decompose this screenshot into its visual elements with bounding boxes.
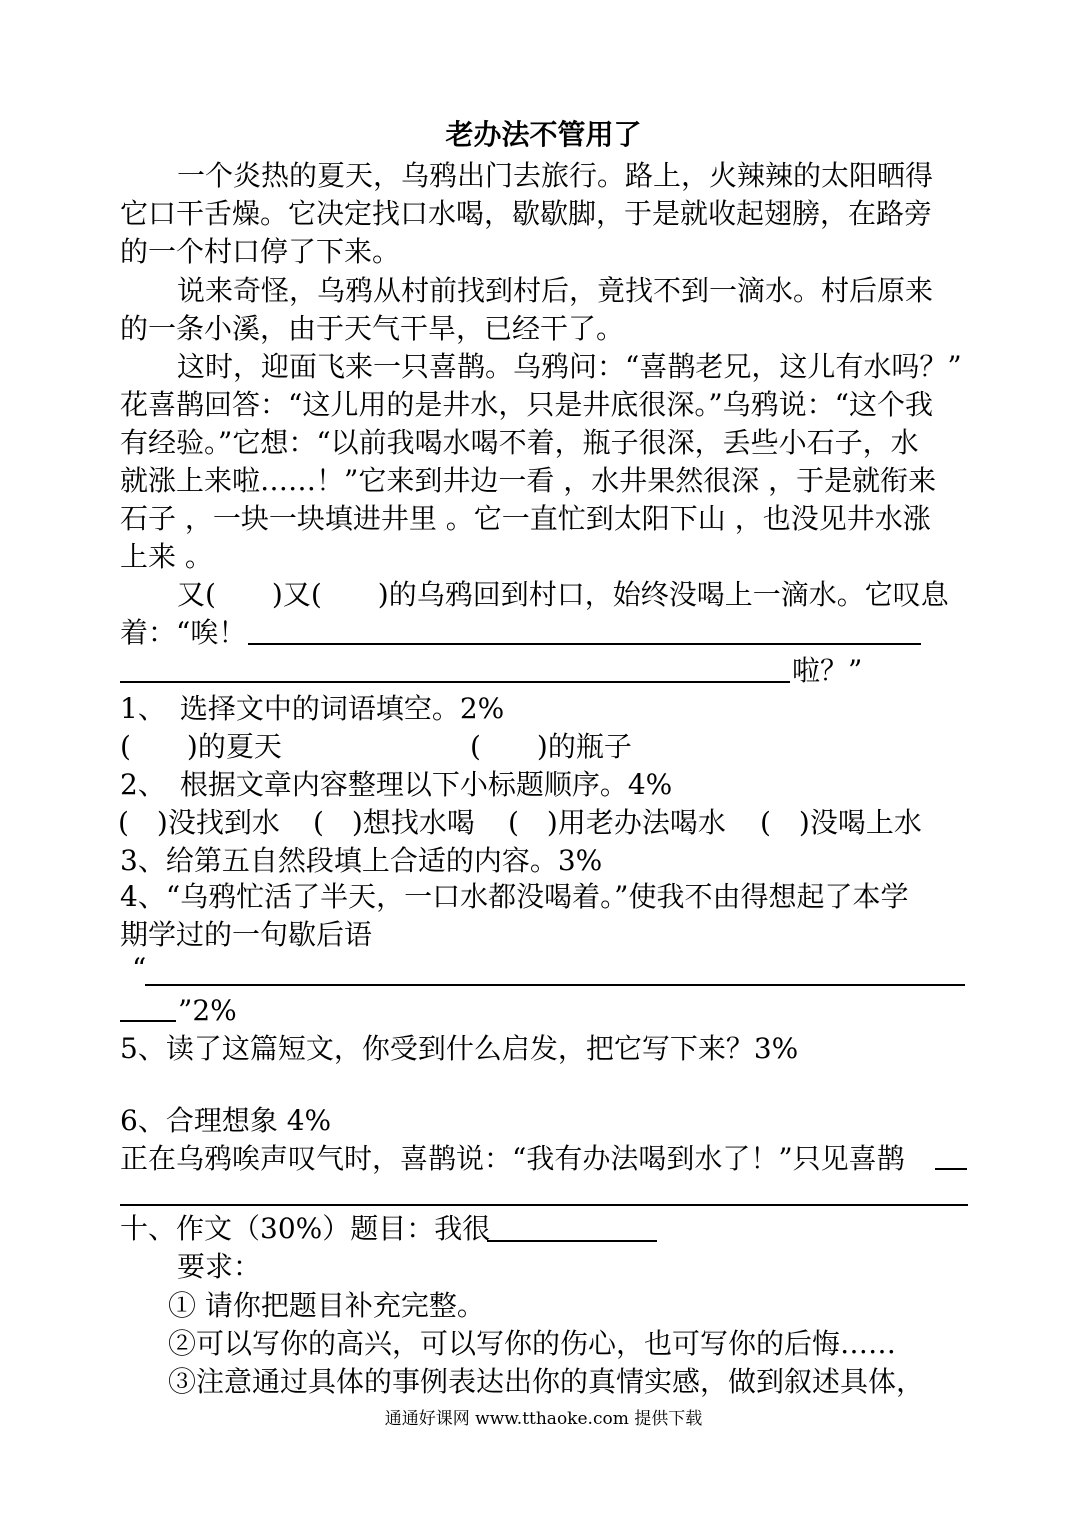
question-5-text: 5、读了这篇短文，你受到什么启发，把它写下来？3% (120, 1032, 799, 1065)
passage-line: 的一个村口停了下来。 (120, 235, 401, 268)
question-4-text: 期学过的一句歇后语 (120, 918, 373, 951)
passage-line: 啦？” (792, 654, 863, 687)
passage-line: 着：“唉！ (120, 616, 247, 649)
question-2-item[interactable]: ( )用老办法喝水 (508, 806, 726, 839)
question-6-text: 6、合理想象 4% (120, 1104, 332, 1137)
passage-line: 说来奇怪，乌鸦从村前找到村后，竟找不到一滴水。村后原来 (177, 274, 934, 307)
footer-credit: 通通好课网 www.tthaoke.com 提供下载 (384, 1409, 703, 1429)
open-quote: “ (132, 952, 147, 985)
composition-heading: 十、作文（30%）题目：我很 (120, 1212, 491, 1245)
requirements-label: 要求： (177, 1250, 262, 1283)
passage-line: 这时，迎面飞来一只喜鹊。乌鸦问：“喜鹊老兄，这儿有水吗？” (177, 350, 962, 383)
passage-line: 石子 ，一块一块填进井里 。它一直忙到太阳下山 ，也没见井水涨 (120, 502, 931, 535)
question-2-text: 2、 根据文章内容整理以下小标题顺序。4% (120, 768, 673, 801)
answer-blank-idiom-1[interactable] (145, 984, 965, 986)
passage-line: 花喜鹊回答：“这儿用的是井水，只是井底很深。”乌鸦说：“这个我 (120, 388, 933, 421)
answer-blank-idiom-2[interactable] (120, 1020, 176, 1022)
answer-blank-sigh-1[interactable] (248, 643, 921, 645)
passage-line: 就涨上来啦……！”它来到井边一看 ，水井果然很深 ，于是就衔来 (120, 464, 937, 497)
requirement-item: ③注意通过具体的事例表达出你的真情实感，做到叙述具体， (168, 1365, 925, 1398)
answer-blank-imagine-2[interactable] (120, 1204, 968, 1206)
question-2-item[interactable]: ( )没找到水 (118, 806, 280, 839)
passage-title: 老办法不管用了 (445, 118, 642, 151)
passage-line: 上来 。 (120, 540, 213, 573)
question-2-item[interactable]: ( )没喝上水 (760, 806, 922, 839)
question-1-option-b[interactable]: ( )的瓶子 (470, 730, 632, 763)
passage-line: 的一条小溪，由于天气干旱，已经干了。 (120, 312, 625, 345)
passage-line: 一个炎热的夏天，乌鸦出门去旅行。路上，火辣辣的太阳晒得 (177, 159, 934, 192)
passage-line: 又( )又( )的乌鸦回到村口，始终没喝上一滴水。它叹息 (177, 578, 949, 611)
question-6-prompt: 正在乌鸦唉声叹气时，喜鹊说：“我有办法喝到水了！”只见喜鹊 (120, 1142, 905, 1175)
requirement-item: ① 请你把题目补充完整。 (168, 1289, 485, 1322)
question-3-text: 3、给第五自然段填上合适的内容。3% (120, 844, 603, 877)
question-4-text: 4、“乌鸦忙活了半天，一口水都没喝着。”使我不由得想起了本学 (120, 880, 909, 913)
answer-blank-imagine-1[interactable] (935, 1168, 967, 1170)
answer-blank-sigh-2[interactable] (120, 681, 790, 683)
question-4-score: ”2% (178, 994, 237, 1027)
passage-line: 有经验。”它想：“以前我喝水喝不着，瓶子很深，丢些小石子，水 (120, 426, 919, 459)
question-2-item[interactable]: ( )想找水喝 (313, 806, 475, 839)
question-1-text: 1、 选择文中的词语填空。2% (120, 692, 505, 725)
requirement-item: ②可以写你的高兴，可以写你的伤心，也可写你的后悔…… (168, 1327, 897, 1360)
passage-line: 它口干舌燥。它决定找口水喝，歇歇脚，于是就收起翅膀，在路旁 (120, 197, 933, 230)
question-1-option-a[interactable]: ( )的夏天 (120, 730, 282, 763)
composition-title-blank[interactable] (487, 1240, 657, 1242)
